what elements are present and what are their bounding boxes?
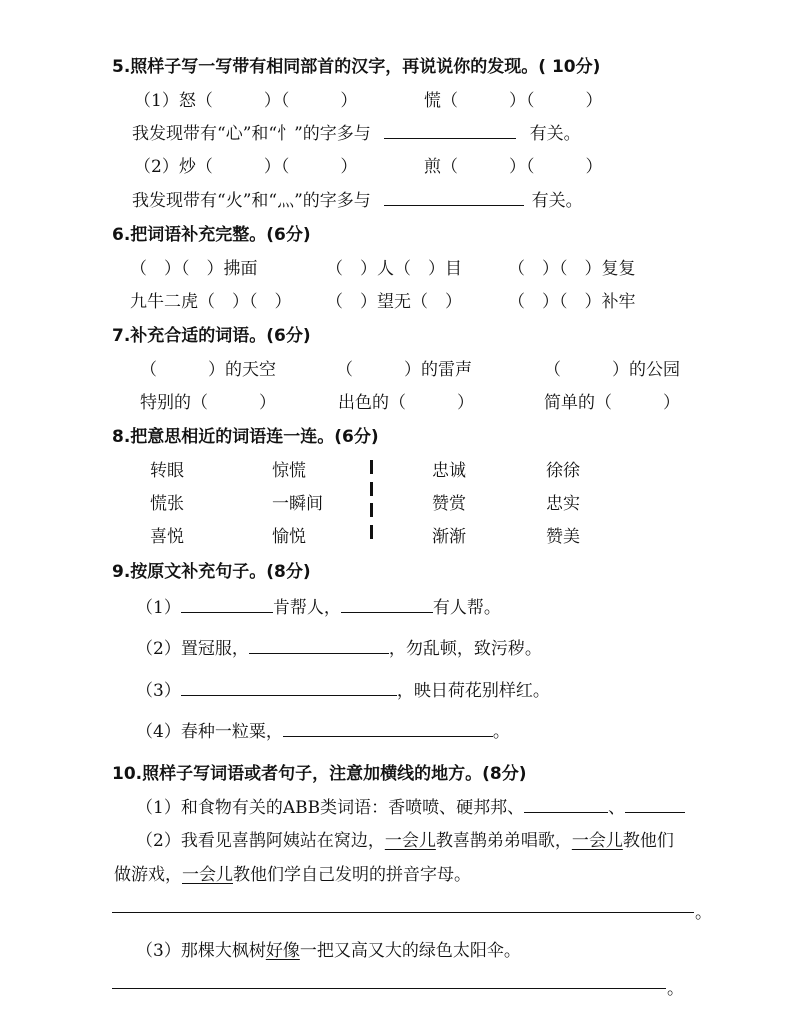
q10-sentence-1: [136, 793, 685, 818]
q9-s1-mid: 肯帮人，: [272, 598, 341, 618]
q10-sentence-2-line1: [136, 826, 674, 851]
q6-item-6: （ ）（ ）补牢: [508, 292, 636, 312]
q7-item-3: （ ）的公园: [544, 360, 680, 380]
q9-s3-num: （3）: [136, 681, 181, 701]
q9-sentence-2: [136, 634, 542, 659]
q10-s2-underlined-3: 一会儿: [182, 865, 233, 885]
q10-heading: 10.照样子写词语或者句子，注意加横线的地方。(8分): [112, 764, 527, 784]
q8-right-word-5: 渐渐: [432, 527, 466, 547]
q8-left-word-3: 慌张: [150, 494, 184, 514]
q6-item-5: （ ）望无（ ）: [326, 292, 462, 312]
q5-row1-right: 慌（ ）（ ）: [424, 91, 603, 111]
q10-s2-p4: 做游戏，: [114, 865, 182, 885]
q8-right-word-3: 赞赏: [432, 494, 466, 514]
q10-s2-underlined-2: 一会儿: [571, 831, 623, 851]
q5-row3-left: （2）炒（ ）（ ）: [134, 157, 358, 177]
q10-sentence-2-line2: [114, 860, 471, 885]
q10-s2-p5: 教他们学自己发明的拼音字母。: [233, 865, 471, 885]
q10-s2-p1: （2）我看见喜鹊阿姨站在窝边，: [136, 831, 385, 851]
q8-left-word-4: 一瞬间: [272, 494, 323, 514]
q9-s2-start: （2）置冠服，: [136, 639, 249, 659]
q9-blank-3[interactable]: [249, 637, 389, 654]
q10-answer-line-2[interactable]: [112, 988, 666, 989]
q9-sentence-4: [136, 717, 510, 742]
q5-row4-suffix: 有关。: [531, 191, 583, 211]
q10-s3-p2: 一把又高又大的绿色太阳伞。: [299, 941, 521, 961]
q10-s2-p3: 教他们: [622, 831, 674, 851]
q8-left-word-5: 喜悦: [150, 527, 184, 547]
q10-s3-p1: （3）那棵大枫树: [136, 941, 266, 961]
q9-heading: 9.按原文补充句子。(8分): [112, 562, 311, 582]
q8-right-word-2: 徐徐: [546, 461, 580, 481]
q10-sentence-3: [136, 936, 521, 961]
q10-answer-period-2: 。: [667, 979, 684, 999]
q9-s3-end: ，映日荷花别样红。: [396, 681, 550, 701]
q9-s1-end: 有人帮。: [432, 598, 501, 618]
q10-s3-underlined: 好像: [265, 941, 300, 961]
q6-item-1: （ ）（ ）拂面: [130, 259, 258, 279]
q8-left-word-2: 惊慌: [272, 461, 306, 481]
q6-item-2: （ ）人（ ）目: [326, 259, 462, 279]
q5-row2: [132, 119, 581, 144]
q9-blank-4[interactable]: [181, 679, 397, 696]
q7-item-4: 特别的（ ）: [140, 393, 276, 413]
q8-heading: 8.把意思相近的词语连一连。(6分): [112, 427, 379, 447]
q9-s4-end: 。: [492, 722, 510, 742]
q10-s1-text: （1）和食物有关的ABB类词语：香喷喷、硬邦邦、: [136, 798, 525, 818]
q5-row2-suffix: 有关。: [529, 124, 581, 144]
q7-item-2: （ ）的雷声: [336, 360, 472, 380]
q5-row1-left: （1）怒（ ）（ ）: [134, 91, 358, 111]
q9-sentence-3: [136, 676, 550, 701]
q5-row3-right: 煎（ ）（ ）: [424, 157, 603, 177]
q9-blank-2[interactable]: [341, 596, 433, 613]
q9-blank-5[interactable]: [283, 720, 493, 737]
q8-divider-3: [370, 503, 373, 517]
q10-blank-1[interactable]: [524, 796, 608, 813]
q6-item-3: （ ）（ ）复复: [508, 259, 636, 279]
q5-row4: [132, 186, 583, 211]
q8-right-word-6: 赞美: [546, 527, 580, 547]
q7-item-6: 简单的（ ）: [544, 393, 680, 413]
q8-divider-1: [370, 460, 373, 474]
q8-left-word-6: 愉悦: [272, 527, 306, 547]
q7-item-5: 出色的（ ）: [338, 393, 474, 413]
q10-answer-period-1: 。: [695, 903, 712, 923]
q10-blank-2[interactable]: [625, 796, 685, 813]
q5-row4-text: 我发现带有“火”和“灬”的字多与: [132, 191, 371, 211]
q10-s2-underlined-1: 一会儿: [384, 831, 436, 851]
q8-divider-2: [370, 482, 373, 496]
q5-heading: 5.照样子写一写带有相同部首的汉字，再说说你的发现。( 10分): [112, 57, 601, 77]
q10-s2-p2: 教喜鹊弟弟唱歌，: [435, 831, 572, 851]
q8-right-word-4: 忠实: [546, 494, 580, 514]
q9-s2-end: ，勿乱顿，致污秽。: [388, 639, 542, 659]
q5-answer-line-2[interactable]: [384, 189, 524, 206]
q8-right-word-1: 忠诚: [432, 461, 466, 481]
q8-divider-4: [370, 525, 373, 539]
q8-left-word-1: 转眼: [150, 461, 184, 481]
q7-heading: 7.补充合适的词语。(6分): [112, 326, 311, 346]
q9-s4-start: （4）春种一粒粟，: [136, 722, 283, 742]
q6-item-4: 九牛二虎（ ）（ ）: [130, 292, 292, 312]
q10-answer-line-1[interactable]: [112, 912, 694, 913]
q9-s1-num: （1）: [136, 598, 181, 618]
q7-item-1: （ ）的天空: [140, 360, 276, 380]
q5-answer-line-1[interactable]: [384, 122, 516, 139]
q9-sentence-1: [136, 593, 501, 618]
q5-row2-text: 我发现带有“心”和“忄”的字多与: [132, 124, 371, 144]
q9-blank-1[interactable]: [181, 596, 273, 613]
q10-s1-sep: 、: [608, 798, 626, 818]
q6-heading: 6.把词语补充完整。(6分): [112, 225, 311, 245]
